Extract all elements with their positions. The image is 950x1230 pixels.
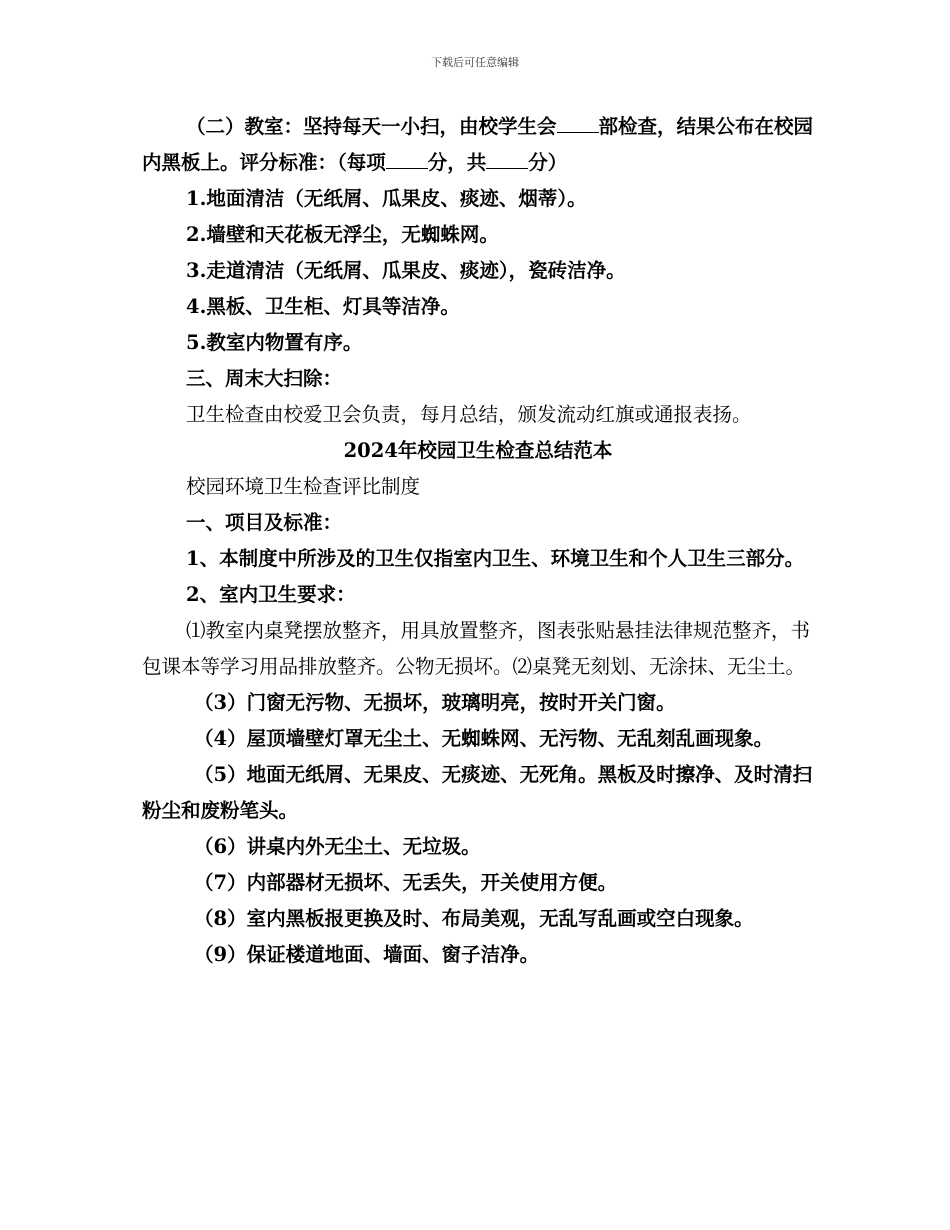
classroom-paragraph: （二）教室：坚持每天一小扫，由校学生会 部检查，结果公布在校园内黑板上。评分标准：（每项 分，共 分） <box>142 115 814 174</box>
page-header: 下载后可任意编辑 <box>431 56 519 69</box>
blank-line <box>557 114 599 133</box>
requirement-item: （5）地面无纸屑、无果皮、无痰迹、无死角。黑板及时擦净、及时清扫粉尘和废粉笔头。 <box>142 763 813 822</box>
list-item: 3.走道清洁（无纸屑、瓜果皮、痰迹），瓷砖洁净。 <box>186 259 626 282</box>
blank-line <box>386 150 428 169</box>
requirement-paragraph: ⑴教室内桌凳摆放整齐，用具放置整齐，图表张贴悬挂法律规范整齐，书包课本等学习用品排放整齐。公物无损坏。⑵桌凳无刻划、无涂抹、无尘土。 <box>142 619 811 678</box>
requirement-item: （7）内部器材无损坏、无丢失，开关使用方便。 <box>194 871 618 894</box>
item-heading: 2、室内卫生要求： <box>186 583 356 606</box>
section-heading: 三、周末大扫除： <box>186 367 343 390</box>
subtitle: 校园环境卫生检查评比制度 <box>186 475 421 498</box>
list-item: 4.黑板、卫生柜、灯具等洁净。 <box>186 295 460 318</box>
blank-line <box>486 150 528 169</box>
item-paragraph: 1、本制度中所涉及的卫生仅指室内卫生、环境卫生和个人卫生三部分。 <box>186 547 805 570</box>
requirement-item: （8）室内黑板报更换及时、布局美观，无乱写乱画或空白现象。 <box>194 907 754 930</box>
list-item: 1.地面清洁（无纸屑、瓜果皮、痰迹、烟蒂）。 <box>186 187 587 210</box>
list-item: 2.墙壁和天花板无浮尘，无蜘蛛网。 <box>186 223 499 246</box>
requirement-item: （6）讲桌内外无尘土、无垃圾。 <box>194 835 481 858</box>
requirement-item: （3）门窗无污物、无损坏，玻璃明亮，按时开关门窗。 <box>194 691 676 714</box>
document-title: 2024年校园卫生检查总结范本 <box>343 439 613 462</box>
weekly-text: 卫生检查由校爱卫会负责，每月总结，颁发流动红旗或通报表扬。 <box>186 403 752 426</box>
requirement-item: （4）屋顶墙壁灯罩无尘土、无蜘蛛网、无污物、无乱刻乱画现象。 <box>194 727 774 750</box>
document-body <box>142 109 814 973</box>
section-heading: 一、项目及标准： <box>186 511 343 534</box>
list-item: 5.教室内物置有序。 <box>186 331 363 354</box>
requirement-item: （9）保证楼道地面、墙面、窗子洁净。 <box>194 943 540 966</box>
